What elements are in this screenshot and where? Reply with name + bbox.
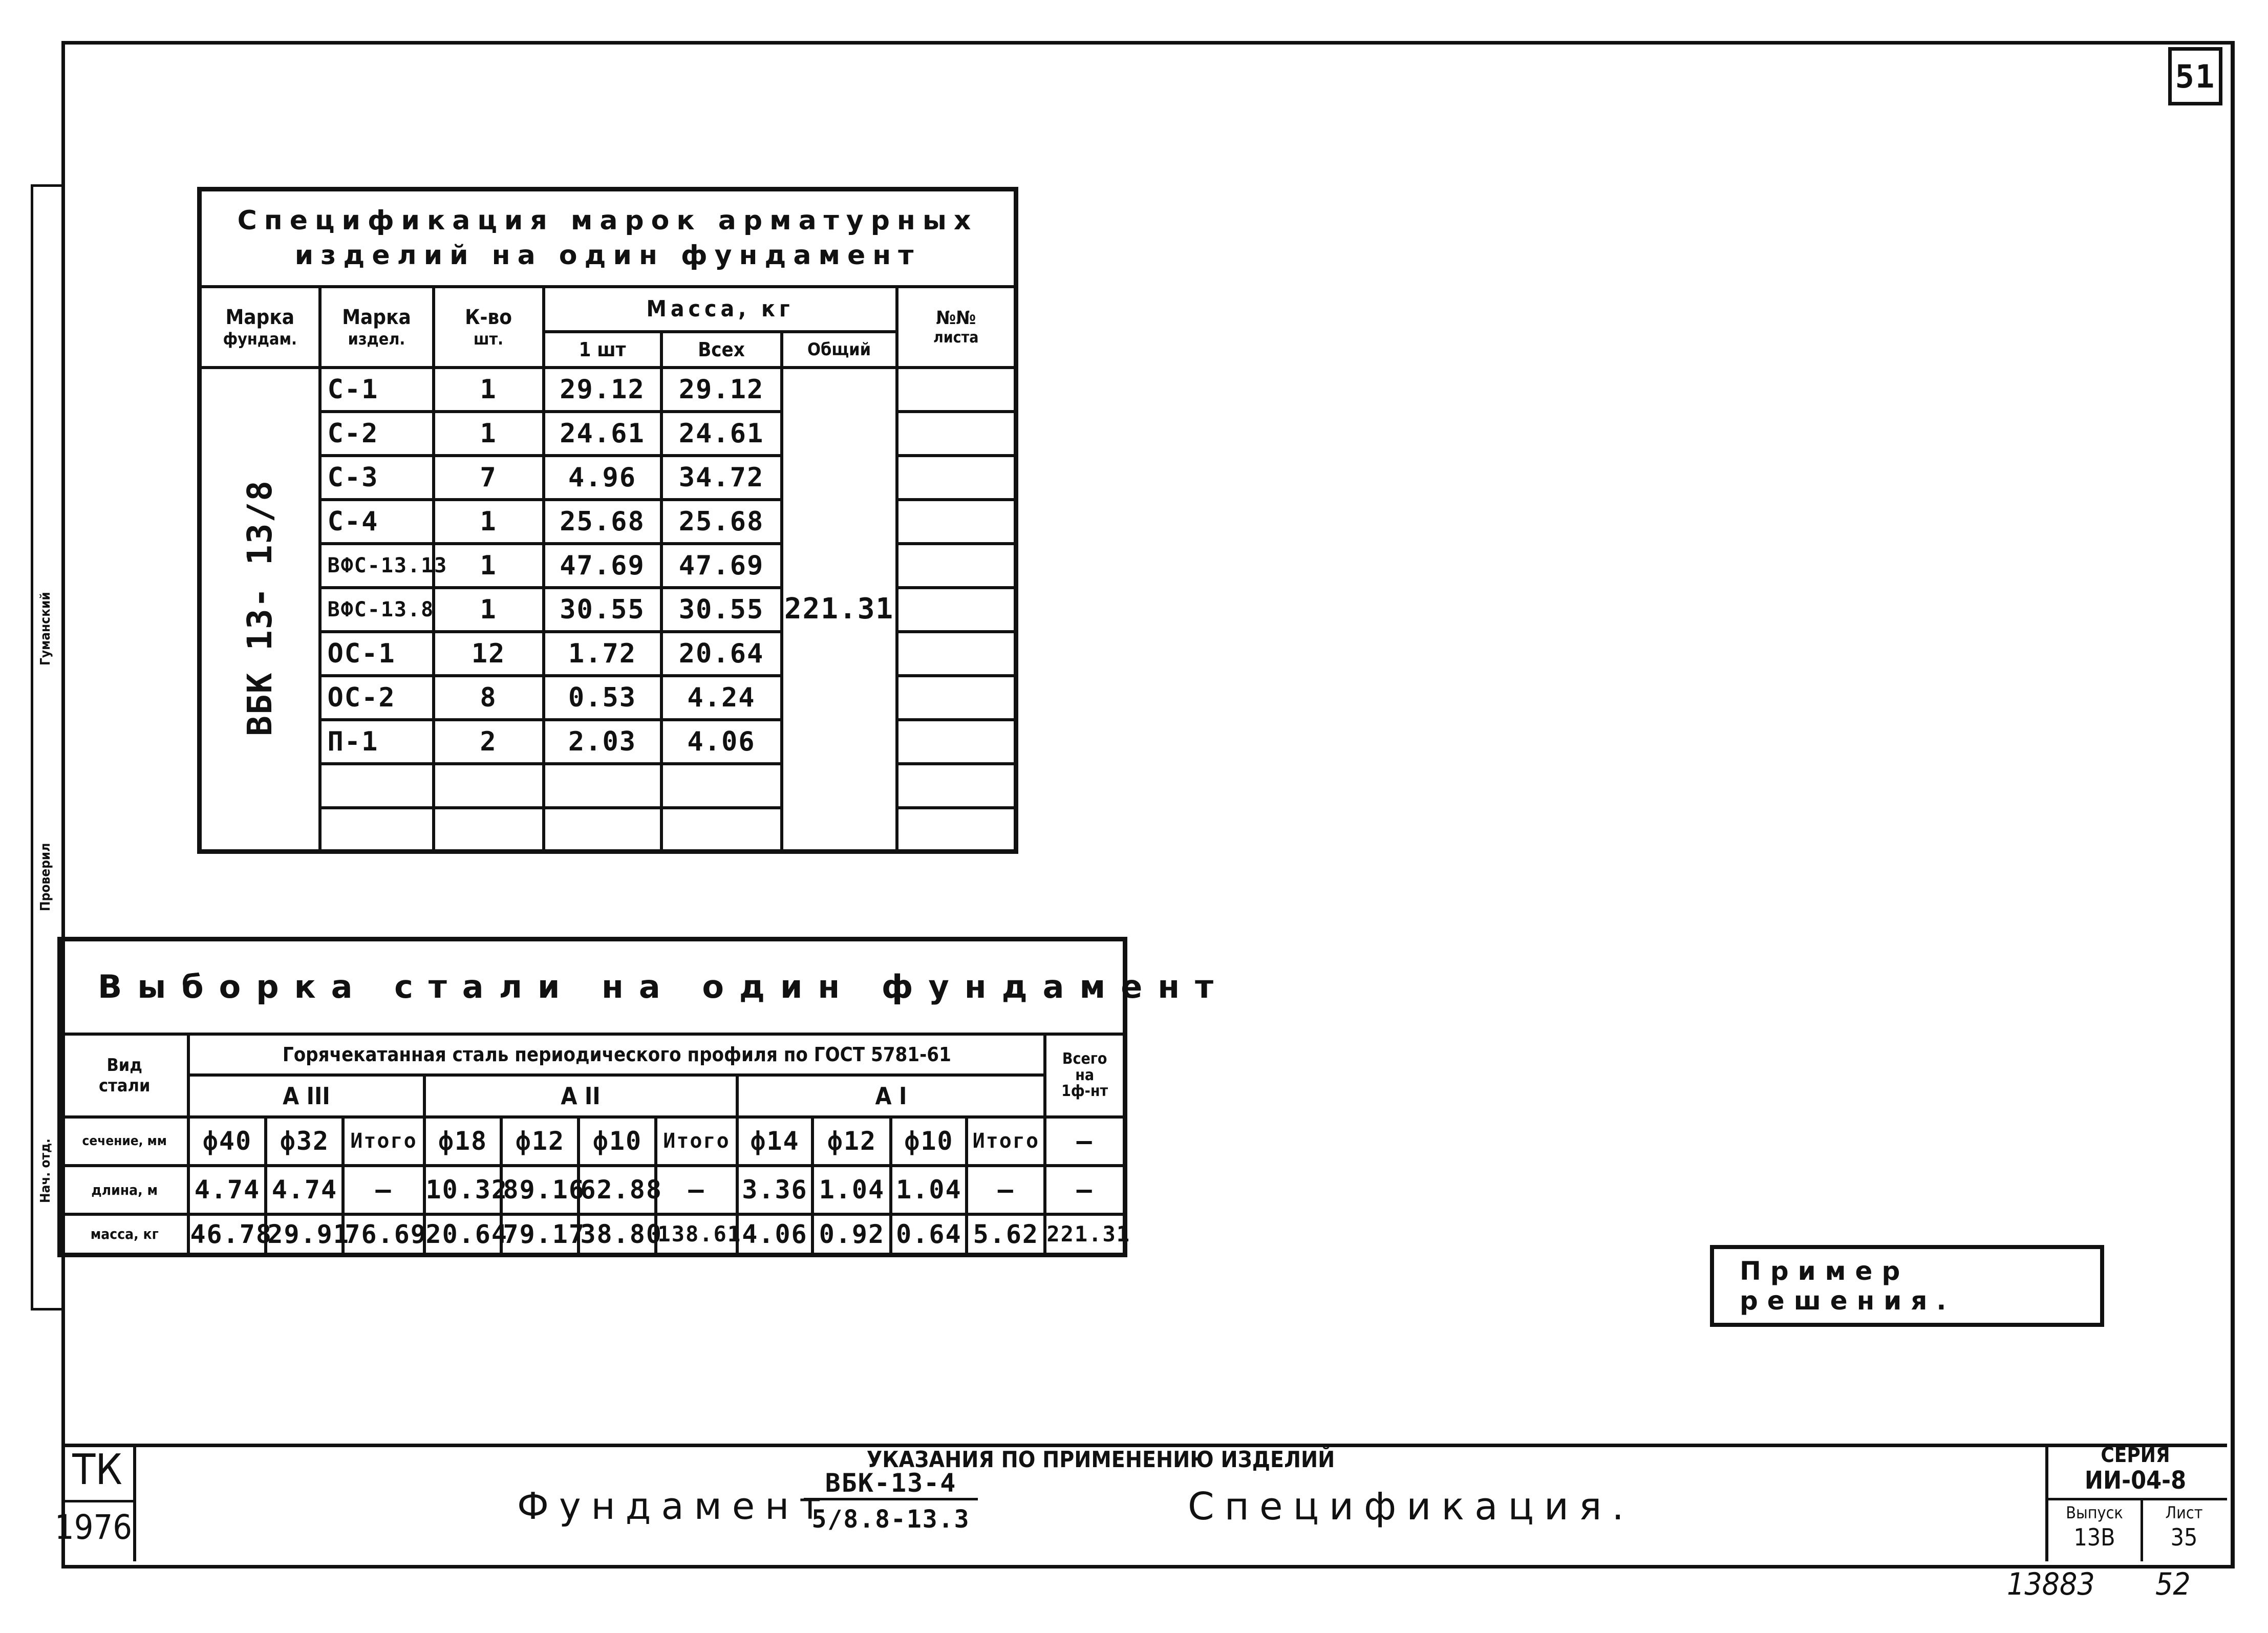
spec-cell-one: [544, 808, 661, 852]
header-mark-foundation-1: Марка: [225, 305, 295, 329]
example-box: [1710, 1245, 2104, 1327]
spec-cell-all: 4.24: [661, 676, 782, 720]
spec-cell-one: 24.61: [544, 412, 661, 456]
spec-cell-one: [544, 764, 661, 808]
header-kind: [60, 1034, 189, 1117]
mass-row: [60, 1214, 1125, 1255]
spec-cell-sheet: [897, 632, 1016, 676]
header-total: [1045, 1034, 1125, 1117]
length-cell: 10.32: [424, 1166, 502, 1214]
header-group-a2: А II: [424, 1075, 737, 1117]
spec-cell-sheet: [897, 588, 1016, 632]
spec-cell-item: [320, 808, 434, 852]
steel-title-cell: [60, 939, 1229, 1034]
spec-cell-qty: 8: [434, 676, 544, 720]
spec-cell-qty: [434, 764, 544, 808]
section-cell: ф40: [188, 1117, 266, 1166]
spec-cell-qty: 2: [434, 720, 544, 764]
foundation-mark-cell: [200, 368, 320, 852]
section-cell: ф18: [424, 1117, 502, 1166]
section-cell: Итого: [656, 1117, 737, 1166]
spec-cell-qty: [434, 808, 544, 852]
steel-title: Выборка стали на один фундамент: [98, 968, 1229, 1006]
spec-cell-one: 1.72: [544, 632, 661, 676]
row-label-length: длина, м: [60, 1166, 189, 1214]
mass-cell: 0.92: [812, 1214, 891, 1255]
spec-cell-item: ОС-2: [320, 676, 434, 720]
length-cell: 4.74: [266, 1166, 343, 1214]
section-cell: Итого: [343, 1117, 424, 1166]
header-mark-item-2: издел.: [348, 329, 405, 349]
mass-cell: 76.69: [343, 1214, 424, 1255]
spec-cell-sheet: [897, 676, 1016, 720]
spec-cell-one: 0.53: [544, 676, 661, 720]
sheet-value: 35: [2170, 1523, 2198, 1551]
header-mark-item: [320, 287, 434, 368]
length-cell: 89.16: [501, 1166, 579, 1214]
spec-cell-one: 25.68: [544, 500, 661, 544]
spec-cell-item: ВФС-13.13: [320, 544, 434, 588]
spec-cell-item: ВФС-13.8: [320, 588, 434, 632]
spec-cell-sheet: [897, 808, 1016, 852]
length-cell: 62.88: [579, 1166, 656, 1214]
steel-table: [57, 937, 1229, 1257]
header-kind-1: Вид: [106, 1055, 142, 1076]
margin-checked-label: Проверил: [38, 843, 53, 911]
spec-cell-all: 4.06: [661, 720, 782, 764]
spec-cell-item: С-4: [320, 500, 434, 544]
sheet-number: 51: [2175, 57, 2216, 95]
spec-cell-one: 2.03: [544, 720, 661, 764]
section-row: [60, 1117, 1125, 1166]
header-kind-2: стали: [99, 1075, 151, 1096]
length-cell: —: [656, 1166, 737, 1214]
spec-cell-item: С-3: [320, 456, 434, 500]
sheet-label: Лист: [2165, 1503, 2203, 1522]
header-mass-one: 1 шт: [544, 332, 661, 368]
header-total-3: 1ф-нт: [1061, 1082, 1108, 1101]
tk-label: ТК: [72, 1446, 122, 1494]
corner-number-left: 13883: [2007, 1566, 2095, 1602]
spec-cell-item: П-1: [320, 720, 434, 764]
length-cell: 3.36: [737, 1166, 813, 1214]
mass-cell: 0.64: [891, 1214, 967, 1255]
spec-cell-sheet: [897, 544, 1016, 588]
spec-cell-one: 47.69: [544, 544, 661, 588]
header-total-2: на: [1075, 1066, 1095, 1084]
spec-cell-qty: 12: [434, 632, 544, 676]
margin-chief-label: Нач. отд.: [38, 1138, 53, 1203]
mass-cell: 138.61: [656, 1214, 737, 1255]
section-cell: ф12: [501, 1117, 579, 1166]
spec-cell-one: 29.12: [544, 368, 661, 412]
header-group-a3: А III: [188, 1075, 424, 1117]
spec-table: [197, 187, 1018, 854]
spec-cell-item: ОС-1: [320, 632, 434, 676]
spec-title-line2: изделий на один фундамент: [294, 240, 921, 271]
section-cell: Итого: [967, 1117, 1045, 1166]
spec-cell-item: С-2: [320, 412, 434, 456]
header-mass-total: Общий: [782, 332, 897, 368]
header-total-1: Всего: [1062, 1050, 1107, 1068]
length-cell: 1.04: [891, 1166, 967, 1214]
spec-title-line1: Спецификация марок арматурных: [237, 205, 978, 237]
margin-name-label: Гуманский: [38, 592, 53, 665]
example-text: Пример решения.: [1740, 1256, 1956, 1316]
mass-cell: 38.80: [579, 1214, 656, 1255]
spec-cell-qty: 1: [434, 544, 544, 588]
spec-cell-sheet: [897, 456, 1016, 500]
section-cell: ф10: [891, 1117, 967, 1166]
spec-cell-one: 30.55: [544, 588, 661, 632]
foundation-mark-top: ВБК-13-4: [804, 1468, 978, 1500]
issue-value: 13В: [2073, 1523, 2115, 1551]
spec-cell-all: 30.55: [661, 588, 782, 632]
header-qty: [434, 287, 544, 368]
length-cell: 1.04: [812, 1166, 891, 1214]
tk-box: [54, 1444, 136, 1561]
section-cell: ф10: [579, 1117, 656, 1166]
spec-cell-sheet: [897, 500, 1016, 544]
spec-cell-qty: 1: [434, 500, 544, 544]
spec-title-cell: [200, 189, 1016, 287]
spec-cell-sheet: [897, 764, 1016, 808]
header-qty-1: К-во: [465, 305, 512, 329]
spec-cell-all: 47.69: [661, 544, 782, 588]
corner-number-right: 52: [2155, 1566, 2191, 1602]
spec-rows: [200, 368, 1016, 852]
spec-cell-qty: 1: [434, 588, 544, 632]
mass-cell: 29.91: [266, 1214, 343, 1255]
spec-word: Спецификация.: [1188, 1485, 1634, 1529]
length-cell: —: [1045, 1166, 1125, 1214]
section-cell: —: [1045, 1117, 1125, 1166]
header-steel-desc: Горячекатанная сталь периодического профиля по ГОСТ 5781-61: [188, 1034, 1045, 1075]
header-qty-2: шт.: [473, 329, 504, 349]
spec-cell-all: [661, 808, 782, 852]
spec-cell-qty: 7: [434, 456, 544, 500]
row-label-section: сечение, мм: [60, 1117, 189, 1166]
length-row: [60, 1166, 1125, 1214]
spec-row: [200, 368, 1016, 412]
series-box: [2045, 1444, 2230, 1561]
header-mass: Масса, кг: [544, 287, 897, 332]
mass-cell: 46.78: [188, 1214, 266, 1255]
foundation-mark-bottom: 5/8.8-13.3: [811, 1505, 970, 1534]
instructions-label: УКАЗАНИЯ ПО ПРИМЕНЕНИЮ ИЗДЕЛИЙ: [866, 1447, 1335, 1473]
header-sheet-no-2: листа: [933, 328, 979, 347]
series-divider: [2048, 1498, 2227, 1500]
length-cell: —: [967, 1166, 1045, 1214]
row-label-mass: масса, кг: [60, 1214, 189, 1255]
series-value: ИИ-04-8: [2084, 1466, 2187, 1495]
total-mass-cell: 221.31: [782, 368, 897, 852]
mass-cell: 5.62: [967, 1214, 1045, 1255]
spec-cell-all: 24.61: [661, 412, 782, 456]
spec-cell-sheet: [897, 412, 1016, 456]
spec-cell-item: [320, 764, 434, 808]
spec-cell-all: [661, 764, 782, 808]
spec-cell-all: 34.72: [661, 456, 782, 500]
header-group-a1: А I: [737, 1075, 1045, 1117]
spec-cell-qty: 1: [434, 412, 544, 456]
sheet-number-box: [2168, 47, 2222, 105]
section-cell: ф12: [812, 1117, 891, 1166]
section-cell: ф32: [266, 1117, 343, 1166]
header-mark-foundation-2: фундам.: [223, 329, 297, 349]
foundation-word: Фундамент: [517, 1485, 831, 1528]
issue-label: Выпуск: [2066, 1503, 2123, 1522]
series-label: СЕРИЯ: [2101, 1444, 2170, 1467]
length-cell: 4.74: [188, 1166, 266, 1214]
mass-cell: 221.31: [1045, 1214, 1125, 1255]
header-sheet-no-1: №№: [936, 307, 976, 329]
length-cell: —: [343, 1166, 424, 1214]
year-label: 1976: [54, 1508, 132, 1547]
spec-cell-qty: 1: [434, 368, 544, 412]
spec-cell-sheet: [897, 720, 1016, 764]
spec-cell-all: 25.68: [661, 500, 782, 544]
spec-cell-all: 29.12: [661, 368, 782, 412]
spec-cell-all: 20.64: [661, 632, 782, 676]
header-mark-foundation: [200, 287, 320, 368]
spec-cell-item: С-1: [320, 368, 434, 412]
foundation-mark: ВБК 13- 13/8: [240, 480, 280, 737]
header-mark-item-1: Марка: [342, 305, 411, 329]
header-mass-all: Всех: [661, 332, 782, 368]
spec-cell-sheet: [897, 368, 1016, 412]
spec-cell-one: 4.96: [544, 456, 661, 500]
mass-cell: 79.17: [501, 1214, 579, 1255]
tk-divider: [61, 1500, 133, 1502]
header-sheet-no: [897, 287, 1016, 368]
mass-cell: 4.06: [737, 1214, 813, 1255]
section-cell: ф14: [737, 1117, 813, 1166]
mass-cell: 20.64: [424, 1214, 502, 1255]
